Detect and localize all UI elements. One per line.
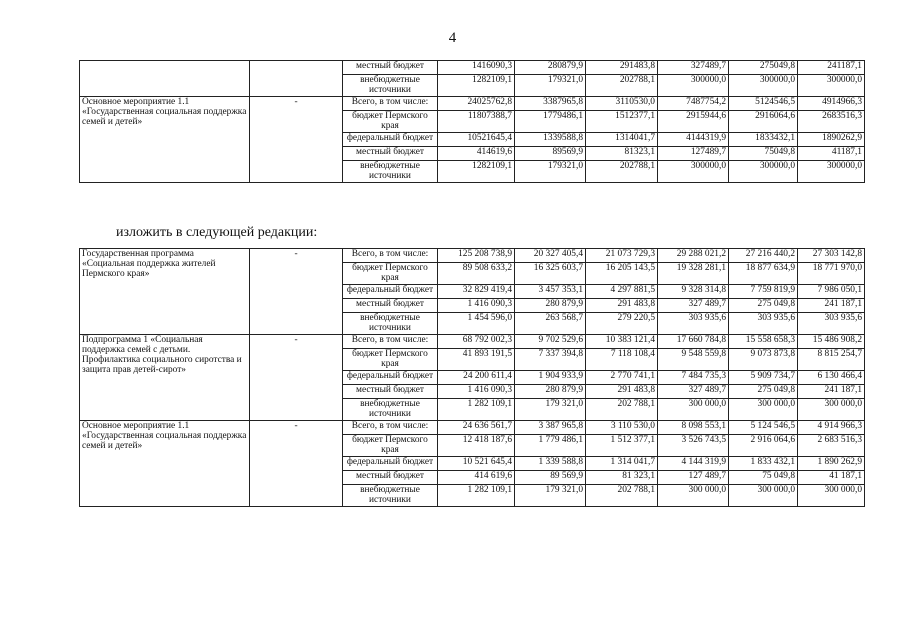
amount-cell: 7 118 108,4 (586, 349, 658, 371)
amount-cell: 17 660 784,8 (658, 335, 729, 349)
amount-cell: 2 770 741,1 (586, 371, 658, 385)
amount-cell: 1339588,8 (515, 133, 586, 147)
amount-cell: 1 314 041,7 (586, 457, 658, 471)
funding-source-cell: местный бюджет (343, 61, 438, 75)
amount-cell: 3 457 353,1 (515, 285, 586, 299)
amount-cell: 7 759 819,9 (729, 285, 798, 299)
amount-cell: 303 935,6 (798, 313, 865, 335)
amount-cell: 300 000,0 (729, 485, 798, 507)
amount-cell: 16 205 143,5 (586, 263, 658, 285)
amount-cell: 1512377,1 (586, 111, 658, 133)
amount-cell: 7487754,2 (658, 97, 729, 111)
amount-cell: 20 327 405,4 (515, 249, 586, 263)
amount-cell: 202 788,1 (586, 485, 658, 507)
table-row (80, 249, 865, 263)
amount-cell: 300 000,0 (729, 399, 798, 421)
amount-cell: 291 483,8 (586, 299, 658, 313)
amount-cell: 291 483,8 (586, 385, 658, 399)
amount-cell: 10 521 645,4 (438, 457, 515, 471)
amount-cell: 1 833 432,1 (729, 457, 798, 471)
amount-cell: 303 935,6 (658, 313, 729, 335)
funding-source-cell: местный бюджет (343, 299, 438, 313)
amount-cell: 81 323,1 (586, 471, 658, 485)
funding-source-cell: бюджет Пермского края (343, 263, 438, 285)
amount-cell: 2916064,6 (729, 111, 798, 133)
amount-cell: 280 879,9 (515, 299, 586, 313)
amount-cell: 275049,8 (729, 61, 798, 75)
amount-cell: 1890262,9 (798, 133, 865, 147)
table-row (80, 335, 865, 349)
executor-cell (250, 61, 343, 97)
funding-source-cell: бюджет Пермского края (343, 349, 438, 371)
amount-cell: 1 282 109,1 (438, 399, 515, 421)
amount-cell: 89569,9 (515, 147, 586, 161)
amount-cell: 75049,8 (729, 147, 798, 161)
amount-cell: 414619,6 (438, 147, 515, 161)
amount-cell: 7 337 394,8 (515, 349, 586, 371)
amount-cell: 11807388,7 (438, 111, 515, 133)
amount-cell: 89 508 633,2 (438, 263, 515, 285)
amount-cell: 68 792 002,3 (438, 335, 515, 349)
funding-source-cell: внебюджетные источники (343, 399, 438, 421)
amount-cell: 8 815 254,7 (798, 349, 865, 371)
amount-cell: 4144319,9 (658, 133, 729, 147)
amount-cell: 300 000,0 (658, 485, 729, 507)
funding-source-cell: Всего, в том числе: (343, 421, 438, 435)
amount-cell: 2915944,6 (658, 111, 729, 133)
amount-cell: 179 321,0 (515, 399, 586, 421)
amount-cell: 300000,0 (798, 75, 865, 97)
amount-cell: 1 890 262,9 (798, 457, 865, 471)
amount-cell: 41 893 191,5 (438, 349, 515, 371)
amount-cell: 4 144 319,9 (658, 457, 729, 471)
budget-table-previous-version (79, 60, 865, 183)
amount-cell: 89 569,9 (515, 471, 586, 485)
amount-cell: 16 325 603,7 (515, 263, 586, 285)
amount-cell: 27 303 142,8 (798, 249, 865, 263)
amount-cell: 300 000,0 (658, 399, 729, 421)
amount-cell: 6 130 466,4 (798, 371, 865, 385)
funding-source-cell: Всего, в том числе: (343, 249, 438, 263)
amount-cell: 1314041,7 (586, 133, 658, 147)
amount-cell: 5 909 734,7 (729, 371, 798, 385)
executor-cell: - (250, 249, 343, 335)
funding-source-cell: внебюджетные источники (343, 161, 438, 183)
funding-source-cell: бюджет Пермского края (343, 111, 438, 133)
amount-cell: 24025762,8 (438, 97, 515, 111)
amount-cell: 300 000,0 (798, 485, 865, 507)
amount-cell: 1779486,1 (515, 111, 586, 133)
amount-cell: 300000,0 (729, 75, 798, 97)
amount-cell: 15 486 908,2 (798, 335, 865, 349)
amount-cell: 1 416 090,3 (438, 299, 515, 313)
amount-cell: 279 220,5 (586, 313, 658, 335)
amount-cell: 15 558 658,3 (729, 335, 798, 349)
budget-table-new-version (79, 248, 865, 507)
amount-cell: 24 200 611,4 (438, 371, 515, 385)
amount-cell: 327 489,7 (658, 299, 729, 313)
amount-cell: 5124546,5 (729, 97, 798, 111)
funding-source-cell: внебюджетные источники (343, 485, 438, 507)
amount-cell: 1 904 933,9 (515, 371, 586, 385)
amount-cell: 1 282 109,1 (438, 485, 515, 507)
amount-cell: 1 512 377,1 (586, 435, 658, 457)
amount-cell: 2683516,3 (798, 111, 865, 133)
amount-cell: 3387965,8 (515, 97, 586, 111)
amount-cell: 9 328 314,8 (658, 285, 729, 299)
amount-cell: 12 418 187,6 (438, 435, 515, 457)
funding-source-cell: федеральный бюджет (343, 133, 438, 147)
amount-cell: 21 073 729,3 (586, 249, 658, 263)
funding-source-cell: внебюджетные источники (343, 313, 438, 335)
funding-source-cell: местный бюджет (343, 471, 438, 485)
amount-cell: 127 489,7 (658, 471, 729, 485)
amount-cell: 1282109,1 (438, 75, 515, 97)
table-row (80, 97, 865, 111)
amount-cell: 75 049,8 (729, 471, 798, 485)
executor-cell: - (250, 421, 343, 507)
amount-cell: 7 986 050,1 (798, 285, 865, 299)
amount-cell: 9 548 559,8 (658, 349, 729, 371)
amount-cell: 10 383 121,4 (586, 335, 658, 349)
amount-cell: 125 208 738,9 (438, 249, 515, 263)
funding-source-cell: местный бюджет (343, 147, 438, 161)
amount-cell: 179321,0 (515, 161, 586, 183)
amount-cell: 32 829 419,4 (438, 285, 515, 299)
amount-cell: 18 771 970,0 (798, 263, 865, 285)
amount-cell: 179 321,0 (515, 485, 586, 507)
amount-cell: 1833432,1 (729, 133, 798, 147)
amount-cell: 280 879,9 (515, 385, 586, 399)
amount-cell: 241 187,1 (798, 299, 865, 313)
amount-cell: 303 935,6 (729, 313, 798, 335)
amount-cell: 24 636 561,7 (438, 421, 515, 435)
amount-cell: 5 124 546,5 (729, 421, 798, 435)
amount-cell: 29 288 021,2 (658, 249, 729, 263)
amount-cell: 202788,1 (586, 161, 658, 183)
amount-cell: 41187,1 (798, 147, 865, 161)
amount-cell: 179321,0 (515, 75, 586, 97)
funding-source-cell: Всего, в том числе: (343, 97, 438, 111)
amount-cell: 1 416 090,3 (438, 385, 515, 399)
page-number: 4 (448, 30, 457, 46)
funding-source-cell: бюджет Пермского края (343, 435, 438, 457)
amount-cell: 27 216 440,2 (729, 249, 798, 263)
funding-source-cell: местный бюджет (343, 385, 438, 399)
amount-cell: 327489,7 (658, 61, 729, 75)
amount-cell: 127489,7 (658, 147, 729, 161)
funding-source-cell: федеральный бюджет (343, 285, 438, 299)
amount-cell: 280879,9 (515, 61, 586, 75)
amount-cell: 300000,0 (798, 161, 865, 183)
executor-cell: - (250, 335, 343, 421)
table-row (80, 61, 865, 75)
amount-cell: 7 484 735,3 (658, 371, 729, 385)
program-name-cell: Основное мероприятие 1.1 «Государственная социальная поддержка семей и детей» (80, 97, 250, 183)
amount-cell: 9 073 873,8 (729, 349, 798, 371)
amount-cell: 414 619,6 (438, 471, 515, 485)
funding-source-cell: Всего, в том числе: (343, 335, 438, 349)
amount-cell: 1 779 486,1 (515, 435, 586, 457)
funding-source-cell: федеральный бюджет (343, 371, 438, 385)
amount-cell: 327 489,7 (658, 385, 729, 399)
amount-cell: 81323,1 (586, 147, 658, 161)
program-name-cell: Основное мероприятие 1.1 «Государственная социальная поддержка семей и детей» (80, 421, 250, 507)
amount-cell: 300000,0 (658, 161, 729, 183)
amount-cell: 4 297 881,5 (586, 285, 658, 299)
amount-cell: 275 049,8 (729, 299, 798, 313)
program-name-cell: Подпрограмма 1 «Социальная поддержка семей с детьми. Профилактика социального сиротства и защита прав детей-сирот» (80, 335, 250, 421)
amount-cell: 300 000,0 (798, 399, 865, 421)
amount-cell: 241187,1 (798, 61, 865, 75)
amount-cell: 1282109,1 (438, 161, 515, 183)
amount-cell: 2 916 064,6 (729, 435, 798, 457)
funding-source-cell: внебюджетные источники (343, 75, 438, 97)
amount-cell: 2 683 516,3 (798, 435, 865, 457)
amount-cell: 18 877 634,9 (729, 263, 798, 285)
amount-cell: 275 049,8 (729, 385, 798, 399)
amount-cell: 10521645,4 (438, 133, 515, 147)
amount-cell: 3 387 965,8 (515, 421, 586, 435)
amount-cell: 8 098 553,1 (658, 421, 729, 435)
table-row (80, 421, 865, 435)
amount-cell: 1 339 588,8 (515, 457, 586, 471)
funding-source-cell: федеральный бюджет (343, 457, 438, 471)
amount-cell: 241 187,1 (798, 385, 865, 399)
amount-cell: 41 187,1 (798, 471, 865, 485)
amount-cell: 291483,8 (586, 61, 658, 75)
amount-cell: 3 526 743,5 (658, 435, 729, 457)
amount-cell: 4 914 966,3 (798, 421, 865, 435)
amount-cell: 1416090,3 (438, 61, 515, 75)
amount-cell: 9 702 529,6 (515, 335, 586, 349)
program-name-cell: Государственная программа «Социальная поддержка жителей Пермского края» (80, 249, 250, 335)
amount-cell: 3 110 530,0 (586, 421, 658, 435)
amount-cell: 4914966,3 (798, 97, 865, 111)
amount-cell: 3110530,0 (586, 97, 658, 111)
program-name-cell (80, 61, 250, 97)
amount-cell: 300000,0 (729, 161, 798, 183)
amount-cell: 19 328 281,1 (658, 263, 729, 285)
intro-text: изложить в следующей редакции: (116, 225, 318, 240)
amount-cell: 202 788,1 (586, 399, 658, 421)
executor-cell: - (250, 97, 343, 183)
amount-cell: 1 454 596,0 (438, 313, 515, 335)
amount-cell: 300000,0 (658, 75, 729, 97)
amount-cell: 202788,1 (586, 75, 658, 97)
amount-cell: 263 568,7 (515, 313, 586, 335)
